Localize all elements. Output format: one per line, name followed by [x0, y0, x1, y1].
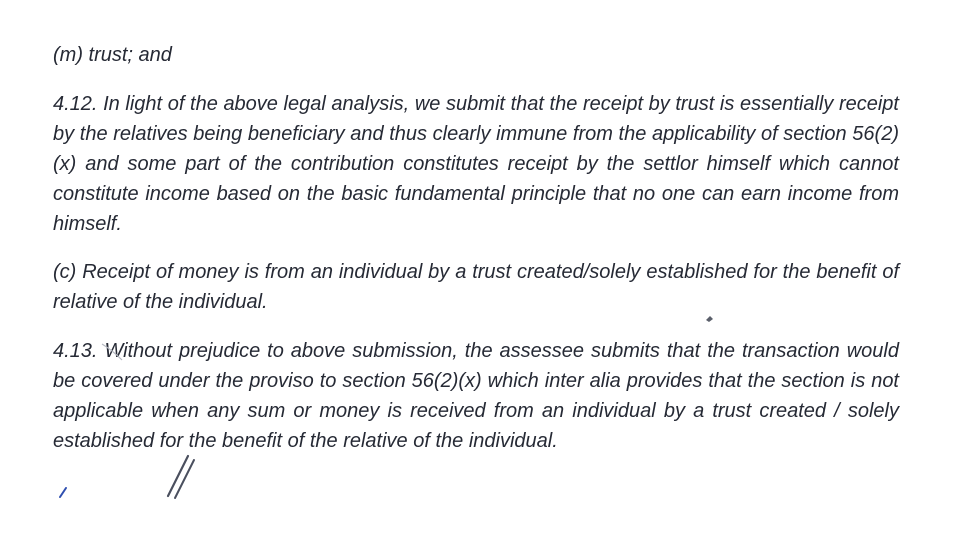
paragraph-4-13: 4.13. Without prejudice to above submission, the assessee submits that the transaction would be covered under the proviso to section 56(2)(x) which inter alia provides that the section is not applicable when any sum or money is received from an individual by a trust created / solely established for the benefit of the relative of the individual. — [53, 340, 899, 452]
blue-tick-mark — [56, 486, 70, 500]
paragraph-c: (c) Receipt of money is from an individual by a trust created/solely established for the benefit of relative of the individual. — [53, 261, 899, 313]
list-item-m: (m) trust; and — [53, 44, 172, 66]
pen-slash-mark — [160, 452, 200, 500]
paragraph-4-12: 4.12. In light of the above legal analysis, we submit that the receipt by trust is essentially receipt by the relatives being beneficiary and thus clearly immune from the applicability of section 56(2)(x) and some part of the contribution constitutes receipt by the settlor himself which cannot constitute income based on the basic fundamental principle that no one can earn income from himself. — [53, 93, 899, 235]
